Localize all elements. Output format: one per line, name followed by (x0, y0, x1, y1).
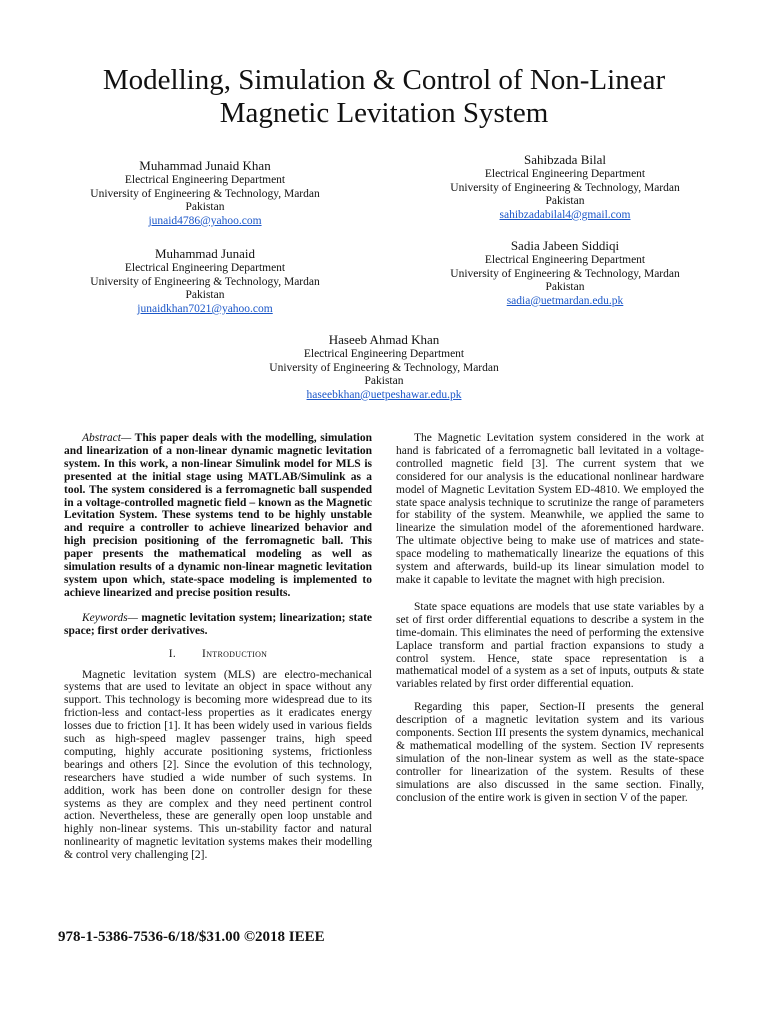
copyright-notice: 978-1-5386-7536-6/18/$31.00 ©2018 IEEE (58, 929, 325, 945)
author-block-3 (60, 246, 350, 316)
author-university: University of Engineering & Technology, Mardan (90, 187, 320, 200)
author-department: Electrical Engineering Department (124, 174, 286, 186)
author-email-link[interactable]: sadia@uetmardan.edu.pk (506, 294, 624, 307)
author-country: Pakistan (545, 281, 585, 294)
author-country: Pakistan (185, 201, 225, 214)
intro-paragraph-3: State space equations are models that use state variables by a set of first order differential equations to describe a system in the time-domain. This eliminates the need of performing the extensive Laplace transform and partial fraction expansions to study a control system. Hence, state space representation is a mathematical model of a system as a set of inputs, outputs & state variables related by first order differential equation. (396, 600, 704, 691)
author-name: Sadia Jabeen Siddiqi (510, 238, 620, 253)
section-heading-introduction (64, 648, 372, 661)
section-number: I. (168, 647, 177, 660)
keywords-text: magnetic levitation system; linearization; state space; first order derivatives. (64, 611, 372, 637)
author-department: Electrical Engineering Department (484, 254, 646, 266)
right-column (396, 432, 704, 814)
intro-paragraph-4: Regarding this paper, Section-II presents the general description of a magnetic levitation system and its various components. Section III presents the system dynamics, mechanical & mathematical modelling of the system. Section IV represents simulation of the non-linear system as well as the state-space controller for linearization of the system. Results of these simulations are also discussed in the same section. Finally, conclusion of the entire work is given in section V of the paper. (396, 701, 704, 804)
author-department: Electrical Engineering Department (303, 348, 465, 360)
abstract-text: This paper deals with the modelling, simulation and linearization of a non-linear dynamic magnetic levitation system. In this work, a non-linear Simulink model for MLS is presented at the initial stage using MATLAB/Simulink as a tool. The system considered is a ferromagnetic ball suspended in a voltage-controlled magnetic field – known as the Magnetic Levitation System. These systems tend to be highly unstable and require a controller to achieve linearized behavior and high precision positioning of the ferromagnetic ball. This paper presents the mathematical modeling as well as simulation results of a dynamic non-linear magnetic levitation system upon which, state-space modeling is implemented to achieve linearized and precise position results. (64, 432, 372, 599)
intro-paragraph-1: Magnetic levitation system (MLS) are electro-mechanical systems that are used to levitate an object in space without any support. This technology is becoming more widespread due to its friction-less and contact-less properties as it eradicates energy losses due to friction [1]. It has been widely used in various fields such as high-speed maglev passenger trains, high speed computing, highly accurate positioning systems, frictionless bearings and others [2]. Since the evolution of this technology, researchers have studied a wide number of such systems. In addition, work has been done on controller design for these systems as they are complex and they need pertinent control action. Nevertheless, these are generally open loop unstable and highly non-linear systems. This un-stability factor and natural nonlinearity of magnetic levitation systems makes their modelling & control very challenging [2]. (64, 668, 372, 862)
author-email-link[interactable]: junaid4786@yahoo.com (148, 214, 262, 227)
section-title-rest: ntroduction (206, 647, 268, 660)
intro-paragraph-2: The Magnetic Levitation system considered in the work at hand is fabricated of a ferromagnetic ball levitated in a voltage-controlled magnetic field [3]. The current system that we considered for our analysis is the educational nonlinear hardware model of Magnetic Levitation System ED-4810. We employed the state space analysis technique to scrutinize the range of parameters for stability of the system. Meanwhile, we applied the same to linearize the simulation model of the aforementioned hardware. The ultimate objective being to make use of matrices and state-space modeling to mathematically linearize the equations of this system and afterwards, build-up its linear simulation model to make it capable to levitate the magnet with high precision. (396, 432, 704, 586)
abstract-paragraph (64, 432, 372, 600)
abstract-lead: Abstract— (82, 432, 132, 444)
paper-title (40, 64, 728, 130)
paper-title-line-2: Magnetic Levitation System (219, 97, 549, 129)
section-title-initial: I (202, 647, 207, 660)
author-university: University of Engineering & Technology, Mardan (450, 181, 680, 194)
author-country: Pakistan (364, 375, 404, 388)
author-country: Pakistan (545, 195, 585, 208)
author-email-link[interactable]: haseebkhan@uetpeshawar.edu.pk (306, 388, 462, 401)
author-name: Sahibzada Bilal (524, 152, 606, 167)
author-block-1 (60, 158, 350, 228)
author-block-2 (415, 152, 715, 222)
keywords-lead: Keywords— (82, 611, 138, 624)
author-university: University of Engineering & Technology, Mardan (269, 361, 499, 374)
author-country: Pakistan (185, 289, 225, 302)
author-university: University of Engineering & Technology, Mardan (450, 267, 680, 280)
author-email-link[interactable]: junaidkhan7021@yahoo.com (137, 302, 273, 315)
author-university: University of Engineering & Technology, Mardan (90, 275, 320, 288)
keywords-paragraph (64, 612, 372, 638)
author-name: Haseeb Ahmad Khan (328, 332, 440, 347)
left-column (64, 432, 372, 872)
author-name: Muhammad Junaid Khan (139, 158, 271, 173)
author-name: Muhammad Junaid (154, 246, 255, 261)
author-block-4 (415, 238, 715, 308)
author-department: Electrical Engineering Department (484, 168, 646, 180)
paper-title-line-1: Modelling, Simulation & Control of Non-Linear (102, 64, 666, 96)
author-department: Electrical Engineering Department (124, 262, 286, 274)
author-email-link[interactable]: sahibzadabilal4@gmail.com (499, 208, 631, 221)
author-block-5 (234, 332, 534, 402)
